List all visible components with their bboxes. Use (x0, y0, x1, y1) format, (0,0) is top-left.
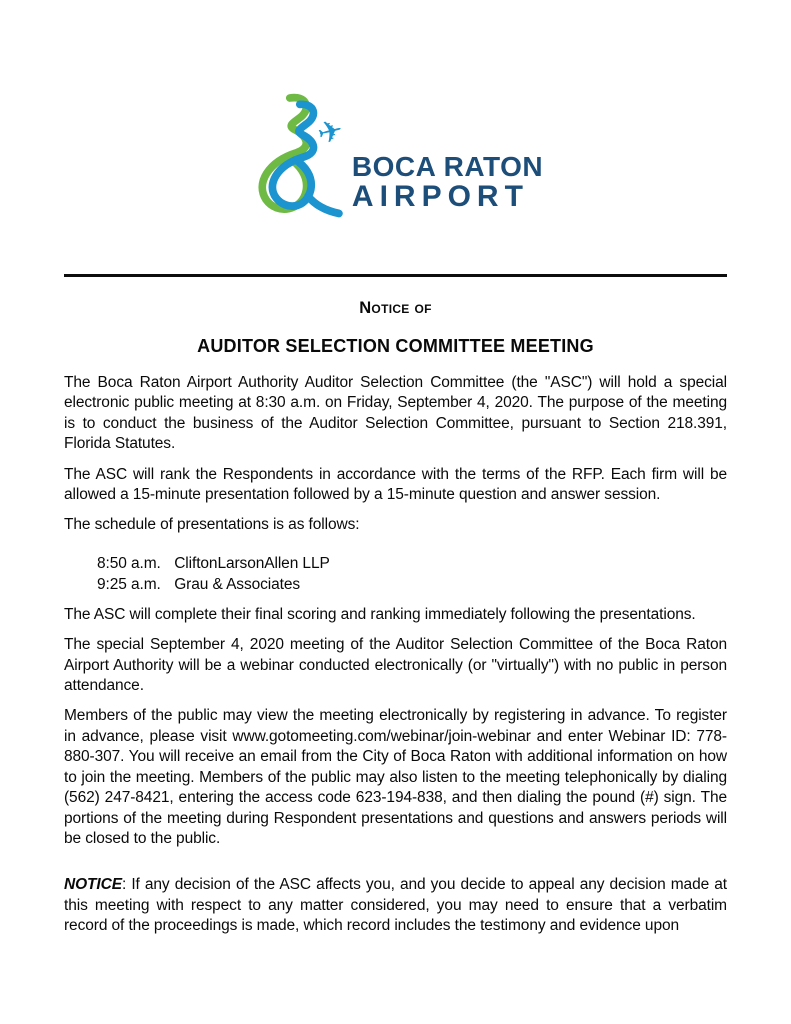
airport-logo (248, 88, 543, 228)
document-content (0, 88, 791, 937)
schedule-row (97, 553, 727, 574)
legal-notice-label: NOTICE (64, 876, 122, 894)
schedule-list (64, 553, 727, 595)
paragraph-webinar: The special September 4, 2020 meeting of the Auditor Selection Committee of the Boca Raton Airport Authority will be a webinar conducted electronically (or "virtually") with no public in person attendance. (64, 636, 727, 695)
paragraph-legal-notice (64, 875, 727, 936)
paragraph-scoring: The ASC will complete their final scoring and ranking immediately following the presentations. (64, 605, 696, 623)
paragraph-ranking: The ASC will rank the Respondents in accordance with the terms of the RFP. Each firm will be allowed a 15-minute presentation followed by a 15-minute question and answer session. (64, 465, 727, 504)
logo-swoosh-icon (248, 88, 348, 228)
logo-green-stroke (262, 98, 306, 209)
logo-wordmark (352, 88, 543, 213)
schedule-firm: Grau & Associates (174, 575, 301, 593)
paragraph-meeting-announcement: The Boca Raton Airport Authority Auditor Selection Committee (the "ASC") will hold a special electronic public meeting at 8:30 a.m. on Friday, September 4, 2020. The purpose of the meeting is to conduct the business of the Auditor Selection Committee, pursuant to Section 218.391, Florida Statutes. (64, 374, 727, 453)
horizontal-rule (64, 274, 727, 277)
schedule-time: 9:25 a.m. (97, 575, 161, 593)
schedule-firm: CliftonLarsonAllen LLP (174, 554, 330, 572)
airplane-icon: ✈ (313, 112, 347, 153)
notice-kicker: Notice of (359, 299, 432, 317)
paragraph-schedule-intro: The schedule of presentations is as follows: (64, 516, 360, 534)
page-title: AUDITOR SELECTION COMMITTEE MEETING (197, 336, 594, 356)
paragraph-public-access: Members of the public may view the meeting electronically by registering in advance. To register in advance, please visit www.gotomeeting.com/webinar/join-webinar and enter Webinar ID: 778-880-307. You will receive an email from the City of Boca Raton with additional information on how to join the meeting. Members of the public may also listen to the meeting telephonically by dialing (562) 247-8421, entering the access code 623-194-838, and then dialing the pound (#) sign. The portions of the meeting during Respondent presentations and questions and answers periods will be closed to the public. (64, 707, 727, 847)
logo-line2: AIRPORT (351, 180, 529, 213)
logo-line1: BOCA RATON (351, 151, 544, 182)
schedule-row (97, 574, 727, 595)
schedule-time: 8:50 a.m. (97, 554, 161, 572)
legal-notice-text: : If any decision of the ASC affects you, and you decide to appeal any decision made at this meeting with respect to any matter considered, you may need to ensure that a verbatim record of the proceedings is made, which record includes the testimony and evidence upon (64, 876, 727, 935)
